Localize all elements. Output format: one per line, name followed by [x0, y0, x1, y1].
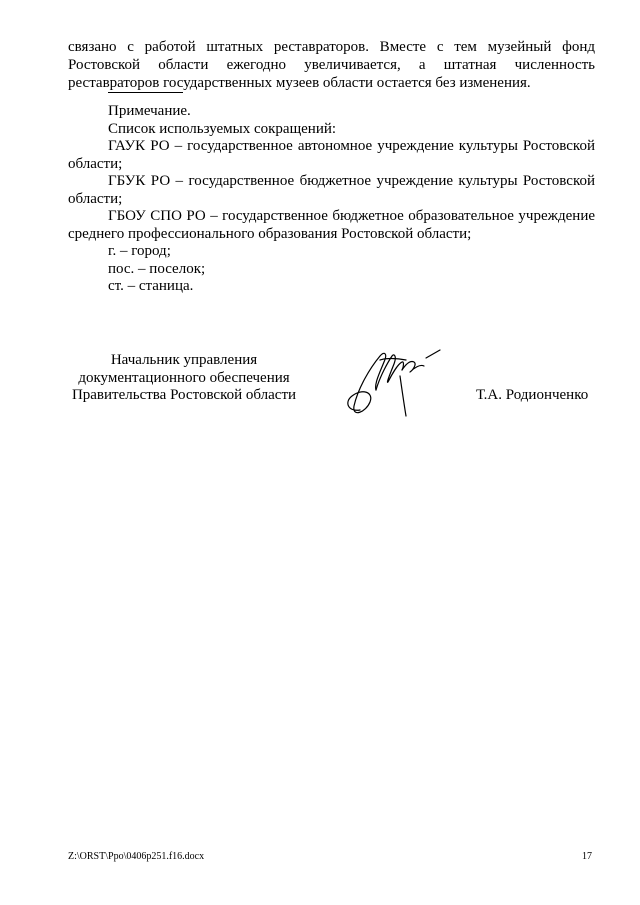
paragraph-line-3: реставраторов государственных музеев области остается без изменения. [68, 75, 531, 91]
signatory-title-line-1: Начальник управления [110, 352, 258, 368]
footer-file-path: Z:\ORST\Ppo\0406p251.f16.docx [68, 851, 205, 862]
signatory-title [68, 352, 300, 405]
abbreviation-gauk-line-2: области; [68, 155, 123, 172]
abbreviation-gbou-line-1: ГБОУ СПО РО – государственное бюджетное образовательное учреждение [108, 208, 595, 224]
paragraph-line-2: Ростовской области ежегодно увеличивается, а штатная численность [68, 57, 595, 73]
abbreviation-gorod: г. – город; [108, 243, 171, 259]
page-number: 17 [582, 851, 592, 862]
note-heading: Примечание. [108, 103, 191, 119]
signatory-title-line-3: Правительства Ростовской области [71, 387, 297, 403]
abbreviation-gbou-line-2: среднего профессионального образования Ростовской области; [68, 225, 472, 242]
signer-name: Т.А. Родионченко [476, 387, 589, 403]
abbreviation-gauk-line-1: ГАУК РО – государственное автономное учреждение культуры Ростовской [108, 138, 595, 154]
paragraph-line-1: связано с работой штатных реставраторов. Вместе с тем музейный фонд [68, 39, 595, 55]
abbreviation-gbuk-line-1: ГБУК РО – государственное бюджетное учреждение культуры Ростовской [108, 173, 595, 189]
note-block [68, 92, 595, 296]
note-intro: Список используемых сокращений: [108, 120, 337, 137]
abbreviation-gbuk-line-2: области; [68, 190, 123, 207]
footnote-separator-rule [108, 92, 183, 93]
abbreviation-stanitsa: ст. – станица. [108, 278, 194, 294]
paragraph-continuation [68, 38, 595, 92]
handwritten-signature [340, 340, 450, 425]
abbreviation-poselok: пос. – поселок; [108, 260, 206, 277]
signatory-title-line-2: документационного обеспечения [78, 369, 290, 386]
